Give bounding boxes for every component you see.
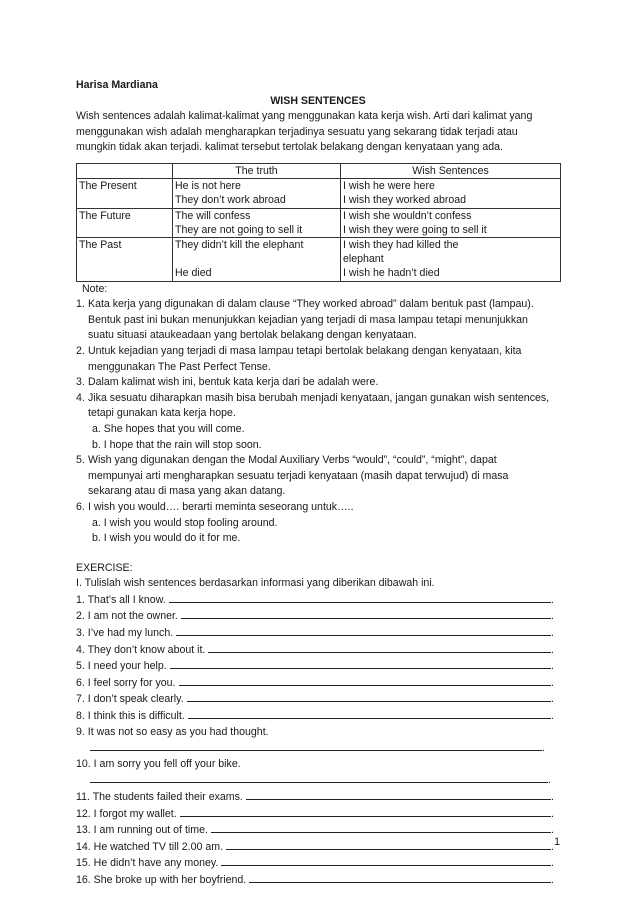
exercise-items — [76, 592, 560, 889]
truth-cell — [173, 179, 341, 208]
exercise-item: 14. He watched TV till 2.00 am. . — [76, 840, 554, 853]
cell-line: They didn’t kill the elephant — [175, 238, 304, 251]
note-number: 1. — [76, 298, 85, 311]
exercise-prompt: 6. I feel sorry for you. — [76, 676, 176, 689]
page-number: 1 — [554, 836, 560, 848]
answer-line[interactable] — [180, 806, 551, 817]
exercise-prompt: 4. They don’t know about it. — [76, 643, 206, 656]
cell-line: I wish she wouldn’t confess — [343, 209, 472, 222]
answer-line[interactable] — [187, 691, 551, 702]
answer-line[interactable] — [208, 642, 551, 653]
note-line: b. I wish you would do it for me. — [92, 532, 241, 545]
truth-cell — [173, 237, 341, 281]
wish-cell — [341, 179, 561, 208]
author-name: Harisa Mardiana — [76, 79, 158, 91]
exercise-item: 15. He didn’t have any money. . — [76, 857, 554, 870]
note-line: tetapi gunakan kata kerja hope. — [88, 407, 236, 420]
note-item — [76, 453, 560, 500]
exercise-prompt: 13. I am running out of time. — [76, 824, 208, 837]
table-row — [77, 179, 561, 208]
truth-cell — [173, 208, 341, 237]
note-line: Jika sesuatu diharapkan masih bisa berubah menjadi kenyataan, jangan gunakan wish sentences, — [88, 391, 550, 404]
answer-line[interactable] — [188, 708, 551, 719]
exercise-prompt: 11. The students failed their exams. — [76, 791, 243, 803]
note-line: a. She hopes that you will come. — [92, 422, 245, 435]
note-line: Kata kerja yang digunakan di dalam clause “They worked abroad” dalam bentuk past (lampau). — [88, 298, 534, 311]
note-line: Wish yang digunakan dengan the Modal Auxiliary Verbs “would”, “could”, “might”, dapat — [88, 454, 497, 467]
exercise-item — [76, 757, 560, 773]
cell-line: The will confess — [175, 209, 251, 222]
exercise-prompt: 10. I am sorry you fell off your bike. — [76, 757, 241, 770]
note-number: 5. — [76, 454, 85, 467]
note-line: b. I hope that the rain will stop soon. — [92, 438, 262, 451]
exercise-prompt: 8. I think this is difficult. — [76, 710, 185, 723]
page-title: WISH SENTENCES — [270, 94, 366, 107]
answer-line[interactable] — [246, 789, 551, 800]
exercise-section — [76, 561, 560, 889]
exercise-prompt: 15. He didn’t have any money. — [76, 857, 219, 870]
exercise-prompt: 2. I am not the owner. — [76, 610, 178, 623]
intro-line: Wish sentences adalah kalimat-kalimat yang menggunakan kata kerja wish. Arti dari kalimat yang — [76, 110, 533, 123]
wish-cell — [341, 208, 561, 237]
note-line: Dalam kalimat wish ini, bentuk kata kerja dari be adalah were. — [88, 376, 379, 389]
cell-line: I wish he hadn’t died — [343, 267, 440, 280]
exercise-item: 12. I forgot my wallet. . — [76, 807, 554, 820]
table-header-cell: Wish Sentences — [341, 163, 561, 178]
exercise-prompt: 3. I’ve had my lunch. — [76, 627, 174, 640]
note-item — [76, 391, 560, 453]
note-number: 4. — [76, 391, 85, 404]
exercise-item: 5. I need your help. . — [76, 660, 554, 673]
cell-line: He died — [175, 267, 212, 280]
wish-table — [76, 163, 561, 282]
note-item — [76, 500, 560, 547]
row-label: The Future — [77, 208, 173, 237]
note-number: 6. — [76, 500, 85, 513]
answer-line[interactable] — [226, 839, 551, 850]
table-row — [77, 208, 561, 237]
table-header-row — [77, 163, 561, 178]
cell-line: I wish they had killed the — [343, 238, 459, 251]
exercise-item: 2. I am not the owner. . — [76, 610, 554, 623]
document-page — [76, 78, 560, 889]
note-line: menggunakan The Past Perfect Tense. — [88, 360, 271, 373]
table-header-cell — [77, 163, 173, 178]
table-row — [77, 237, 561, 281]
answer-line[interactable] — [211, 822, 551, 833]
notes-list — [76, 297, 560, 547]
note-line: a. I wish you would stop fooling around. — [92, 516, 278, 529]
intro-line: menggunakan wish adalah mengharapkan terjadinya sesuatu yang sekarang tidak terjadi atau — [76, 125, 518, 138]
exercise-heading: EXERCISE: — [76, 561, 133, 574]
exercise-prompt: 7. I don’t speak clearly. — [76, 693, 184, 706]
note-item — [76, 375, 560, 391]
exercise-prompt: 9. It was not so easy as you had thought. — [76, 725, 269, 738]
intro-paragraph — [76, 109, 560, 156]
exercise-item: 11. The students failed their exams. . — [76, 791, 554, 803]
exercise-prompt: 14. He watched TV till 2.00 am. — [76, 840, 224, 853]
intro-line: mungkin tidak akan terjadi. kalimat tersebut tertolak belakang dengan kenyataan yang ada. — [76, 141, 503, 154]
answer-line[interactable] — [176, 625, 551, 636]
row-label: The Present — [77, 179, 173, 208]
answer-line[interactable] — [170, 658, 551, 669]
cell-line — [175, 252, 338, 266]
table-header-cell: The truth — [173, 163, 341, 178]
row-label: The Past — [77, 237, 173, 281]
note-line: sekarang atau di masa yang akan datang. — [88, 485, 286, 498]
answer-line[interactable] — [90, 772, 548, 783]
exercise-item: 4. They don’t know about it. . — [76, 643, 554, 656]
exercise-item: 7. I don’t speak clearly. . — [76, 693, 554, 706]
note-line: I wish you would…. berarti meminta seseorang untuk….. — [88, 500, 354, 513]
exercise-item: 13. I am running out of time. . — [76, 824, 554, 837]
note-item — [76, 297, 560, 344]
cell-line: elephant — [343, 253, 384, 266]
wish-cell — [341, 237, 561, 281]
exercise-item: 3. I’ve had my lunch. . — [76, 627, 554, 640]
note-line: mempunyai arti mengharapkan sesuatu terjadi kenyataan (masih dapat terwujud) di masa — [88, 469, 509, 482]
note-number: 2. — [76, 344, 85, 357]
exercise-item: 6. I feel sorry for you. . — [76, 676, 554, 689]
note-line: Bentuk past ini bukan menunjukkan kejadian yang terjadi di masa lampau tetapi menunjukkan — [88, 313, 528, 326]
cell-line: They are not going to sell it — [175, 223, 303, 236]
answer-line[interactable] — [249, 872, 551, 883]
note-line: suatu situasi ataukeadaan yang bertolak belakang dengan kenyataan. — [88, 329, 417, 342]
answer-line[interactable] — [181, 608, 551, 619]
cell-line: They don’t work abroad — [175, 194, 286, 207]
exercise-instruction: I. Tulislah wish sentences berdasarkan informasi yang diberikan dibawah ini. — [76, 577, 435, 590]
exercise-prompt: 16. She broke up with her boyfriend. — [76, 873, 247, 886]
answer-line[interactable] — [221, 855, 551, 866]
note-number: 3. — [76, 376, 85, 389]
cell-line: I wish he were here — [343, 180, 435, 193]
answer-row: . — [76, 740, 560, 757]
cell-line: I wish they worked abroad — [343, 194, 467, 207]
exercise-item: 16. She broke up with her boyfriend. . — [76, 873, 554, 886]
answer-line[interactable] — [169, 592, 551, 603]
answer-line[interactable] — [90, 740, 542, 751]
note-item — [76, 344, 560, 375]
note-line: Untuk kejadian yang terjadi di masa lampau tetapi bertolak belakang dengan kenyataan, kita — [88, 344, 522, 357]
exercise-prompt: 12. I forgot my wallet. — [76, 807, 177, 820]
cell-line: I wish they were going to sell it — [343, 223, 487, 236]
answer-line[interactable] — [179, 675, 551, 686]
exercise-item: 8. I think this is difficult. . — [76, 710, 554, 723]
cell-line: He is not here — [175, 180, 241, 193]
answer-row: . — [76, 772, 560, 789]
exercise-prompt: 1. That’s all I know. — [76, 593, 166, 606]
note-heading: Note: — [82, 282, 108, 295]
exercise-item — [76, 725, 560, 741]
exercise-prompt: 5. I need your help. — [76, 660, 167, 673]
exercise-item: 1. That’s all I know. . — [76, 593, 554, 606]
